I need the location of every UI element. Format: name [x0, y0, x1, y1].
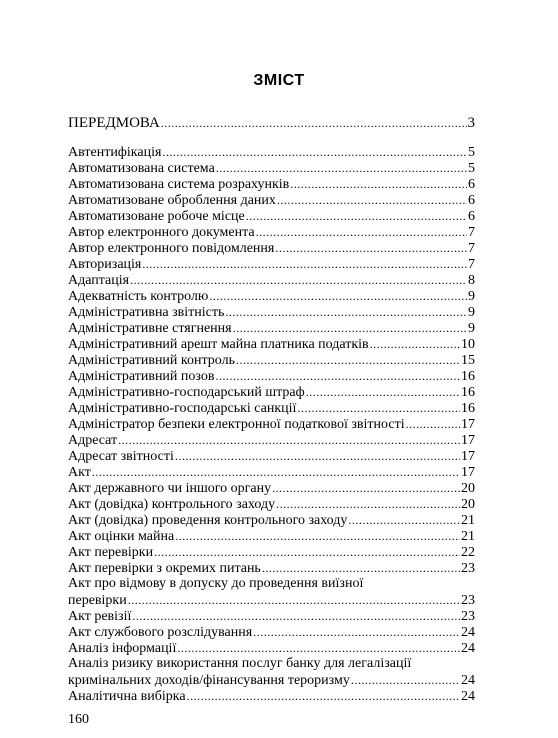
toc-entry-page: 9: [468, 321, 475, 336]
toc-entry-text: Автентифікація: [68, 145, 162, 160]
toc-entry-text: Автоматизована система розрахунків: [68, 177, 290, 192]
toc-entry-text: перевірки: [68, 593, 127, 608]
toc-entry-preface: [68, 115, 475, 131]
toc-entry: [68, 624, 475, 640]
toc-entry-page: 17: [461, 465, 475, 480]
toc-entry-page: 17: [461, 417, 475, 432]
toc-entry-page: 5: [468, 161, 475, 176]
toc-entry-text: Акт (довідка) проведення контрольного заходу: [68, 513, 348, 528]
toc-entry-text: Акт державного чи іншого органу: [68, 481, 272, 496]
toc-leader-dots: [253, 624, 460, 640]
toc-entry-text: Адресат звітності: [68, 449, 174, 464]
toc-entry-text: Адміністратор безпеки електронної податкової звітності: [68, 417, 405, 432]
toc-entry-text: Акт (довідка) контрольного заходу: [68, 497, 276, 512]
toc-entry: [68, 208, 475, 224]
toc-leader-dots: [130, 272, 467, 288]
toc-entry: [68, 352, 475, 368]
toc-entry-text: Адміністративний позов: [68, 369, 215, 384]
toc-entry-page: 24: [461, 625, 475, 640]
toc-entry: [68, 320, 475, 336]
toc-entry-page: 17: [461, 449, 475, 464]
toc-entry-text: Акт службового розслідування: [68, 625, 253, 640]
toc-entry-page: 16: [461, 401, 475, 416]
toc-leader-dots: [209, 288, 467, 304]
toc-entry-page: 22: [461, 545, 475, 560]
toc-entry: [68, 528, 475, 544]
toc-entry-page: 24: [461, 641, 475, 656]
toc-leader-dots: [161, 115, 467, 131]
toc-entry-text: Аналітична вибірка: [68, 689, 186, 704]
toc-leader-dots: [370, 336, 460, 352]
toc-entry: [68, 176, 475, 192]
toc-leader-dots: [142, 256, 467, 272]
toc-entry: [68, 544, 475, 560]
toc-entry-page: 23: [461, 561, 475, 576]
toc-leader-dots: [406, 416, 460, 432]
toc-entry-text: Акт ревізії: [68, 609, 132, 624]
toc-leader-dots: [233, 320, 467, 336]
toc-entry-page: 21: [461, 513, 475, 528]
toc-leader-dots: [216, 160, 467, 176]
toc-leader-dots: [154, 544, 460, 560]
page-number: 160: [68, 712, 89, 727]
toc-entry-page: 24: [461, 673, 475, 688]
toc-leader-dots: [348, 512, 460, 528]
toc-leader-dots: [175, 528, 460, 544]
toc-entry-text: Адресат: [68, 433, 118, 448]
toc-entry-page: 7: [468, 257, 475, 272]
toc-entry-page: 20: [461, 497, 475, 512]
toc-entry-page: 7: [468, 225, 475, 240]
page-title: ЗМІСТ: [253, 72, 305, 89]
toc-leader-dots: [246, 208, 467, 224]
toc-entry: [68, 640, 475, 656]
toc-entry: [68, 672, 475, 688]
toc-entry-page: 21: [461, 529, 475, 544]
toc-entry: [68, 480, 475, 496]
toc-leader-dots: [277, 192, 467, 208]
toc-entry: [68, 256, 475, 272]
toc-leader-dots: [306, 384, 460, 400]
toc-entry: [68, 560, 475, 576]
toc-entry-page: 15: [461, 353, 475, 368]
toc-entry: [68, 288, 475, 304]
toc-leader-dots: [256, 224, 467, 240]
toc-entry-text: Адміністративно-господарські санкції: [68, 401, 297, 416]
toc-entry: [68, 240, 475, 256]
toc-entry: [68, 272, 475, 288]
toc-leader-dots: [236, 352, 460, 368]
toc-entry-text: Акт: [68, 465, 91, 480]
toc-entry-page: 9: [468, 305, 475, 320]
toc-leader-dots: [275, 240, 467, 256]
toc-leader-dots: [276, 496, 460, 512]
toc-entry: [68, 144, 475, 160]
toc-entry-page: 8: [468, 273, 475, 288]
toc-entry-text: Автор електронного документа: [68, 225, 255, 240]
toc-entry-text: Акт перевірки з окремих питань: [68, 561, 261, 576]
toc-leader-dots: [215, 368, 460, 384]
toc-leader-dots: [351, 672, 460, 688]
toc-entry: [68, 608, 475, 624]
toc-entry: [68, 160, 475, 176]
toc-leader-dots: [262, 560, 460, 576]
toc-entry-text: кримінальних доходів/фінансування тероризму: [68, 673, 350, 688]
toc-entry-page: 16: [461, 369, 475, 384]
toc-entry-page: 6: [468, 193, 475, 208]
toc-entry-text: Адміністративна звітність: [68, 305, 225, 320]
toc-leader-dots: [162, 144, 467, 160]
toc-entry: [68, 496, 475, 512]
toc-entry-text: Авторизація: [68, 257, 142, 272]
toc-entry-page: 6: [468, 209, 475, 224]
toc-entry-page: 16: [461, 385, 475, 400]
toc-entry-text: Адаптація: [68, 273, 130, 288]
toc-entry: [68, 432, 475, 448]
toc-entry-text: Автоматизоване оброблення даних: [68, 193, 276, 208]
toc-entry-first-line: Акт про відмову в допуску до проведення виїзної: [68, 576, 364, 591]
toc-entry-page: 6: [468, 177, 475, 192]
toc-entry-page: 3: [467, 115, 475, 131]
toc-entry-page: 7: [468, 241, 475, 256]
toc-entry: [68, 416, 475, 432]
toc-leader-dots: [177, 640, 460, 656]
toc-entry: [68, 592, 475, 608]
toc-entry-text: Аналіз інформації: [68, 641, 177, 656]
toc-entry: [68, 512, 475, 528]
toc-entry: [68, 464, 475, 480]
toc-leader-dots: [297, 400, 460, 416]
toc-entry: [68, 688, 475, 704]
toc-leader-dots: [225, 304, 467, 320]
toc-entry: [68, 384, 475, 400]
toc-entry: [68, 336, 475, 352]
toc-entry: [68, 368, 475, 384]
toc-leader-dots: [175, 448, 460, 464]
toc-entry-text: Акт оцінки майна: [68, 529, 175, 544]
toc-entry-page: 5: [468, 145, 475, 160]
toc-entry-first-line: Аналіз ризику використання послуг банку для легалізації: [68, 656, 412, 671]
toc-entry-text: Адекватність контролю: [68, 289, 209, 304]
toc-entry-text: Автоматизоване робоче місце: [68, 209, 245, 224]
toc-leader-dots: [118, 432, 460, 448]
toc-entry-page: 20: [461, 481, 475, 496]
toc-entry-text: Адміністративний контроль: [68, 353, 235, 368]
toc-entry-text: Адміністративно-господарський штраф: [68, 385, 305, 400]
toc-entry-text: Автор електронного повідомлення: [68, 241, 275, 256]
toc-entry-page: 23: [461, 593, 475, 608]
toc-leader-dots: [128, 592, 460, 608]
toc-entry-text: Акт перевірки: [68, 545, 154, 560]
toc-entry-text: Автоматизована система: [68, 161, 215, 176]
toc-entry: [68, 400, 475, 416]
toc-entry-page: 9: [468, 289, 475, 304]
toc-leader-dots: [92, 464, 460, 480]
toc-leader-dots: [187, 688, 460, 704]
toc-entry: [68, 304, 475, 320]
toc-entry-page: 10: [461, 337, 475, 352]
toc-leader-dots: [132, 608, 460, 624]
toc-leader-dots: [272, 480, 460, 496]
toc-entry: [68, 224, 475, 240]
toc-entry-page: 23: [461, 609, 475, 624]
toc-entry-text: Адміністративний арешт майна платника податків: [68, 337, 369, 352]
toc-entry: [68, 192, 475, 208]
toc-entry-page: 24: [461, 689, 475, 704]
toc-entry-page: 17: [461, 433, 475, 448]
toc-leader-dots: [290, 176, 467, 192]
toc-entry: [68, 448, 475, 464]
toc-entry-text: Адміністративне стягнення: [68, 321, 232, 336]
toc-entry-text: ПЕРЕДМОВА: [68, 115, 160, 131]
